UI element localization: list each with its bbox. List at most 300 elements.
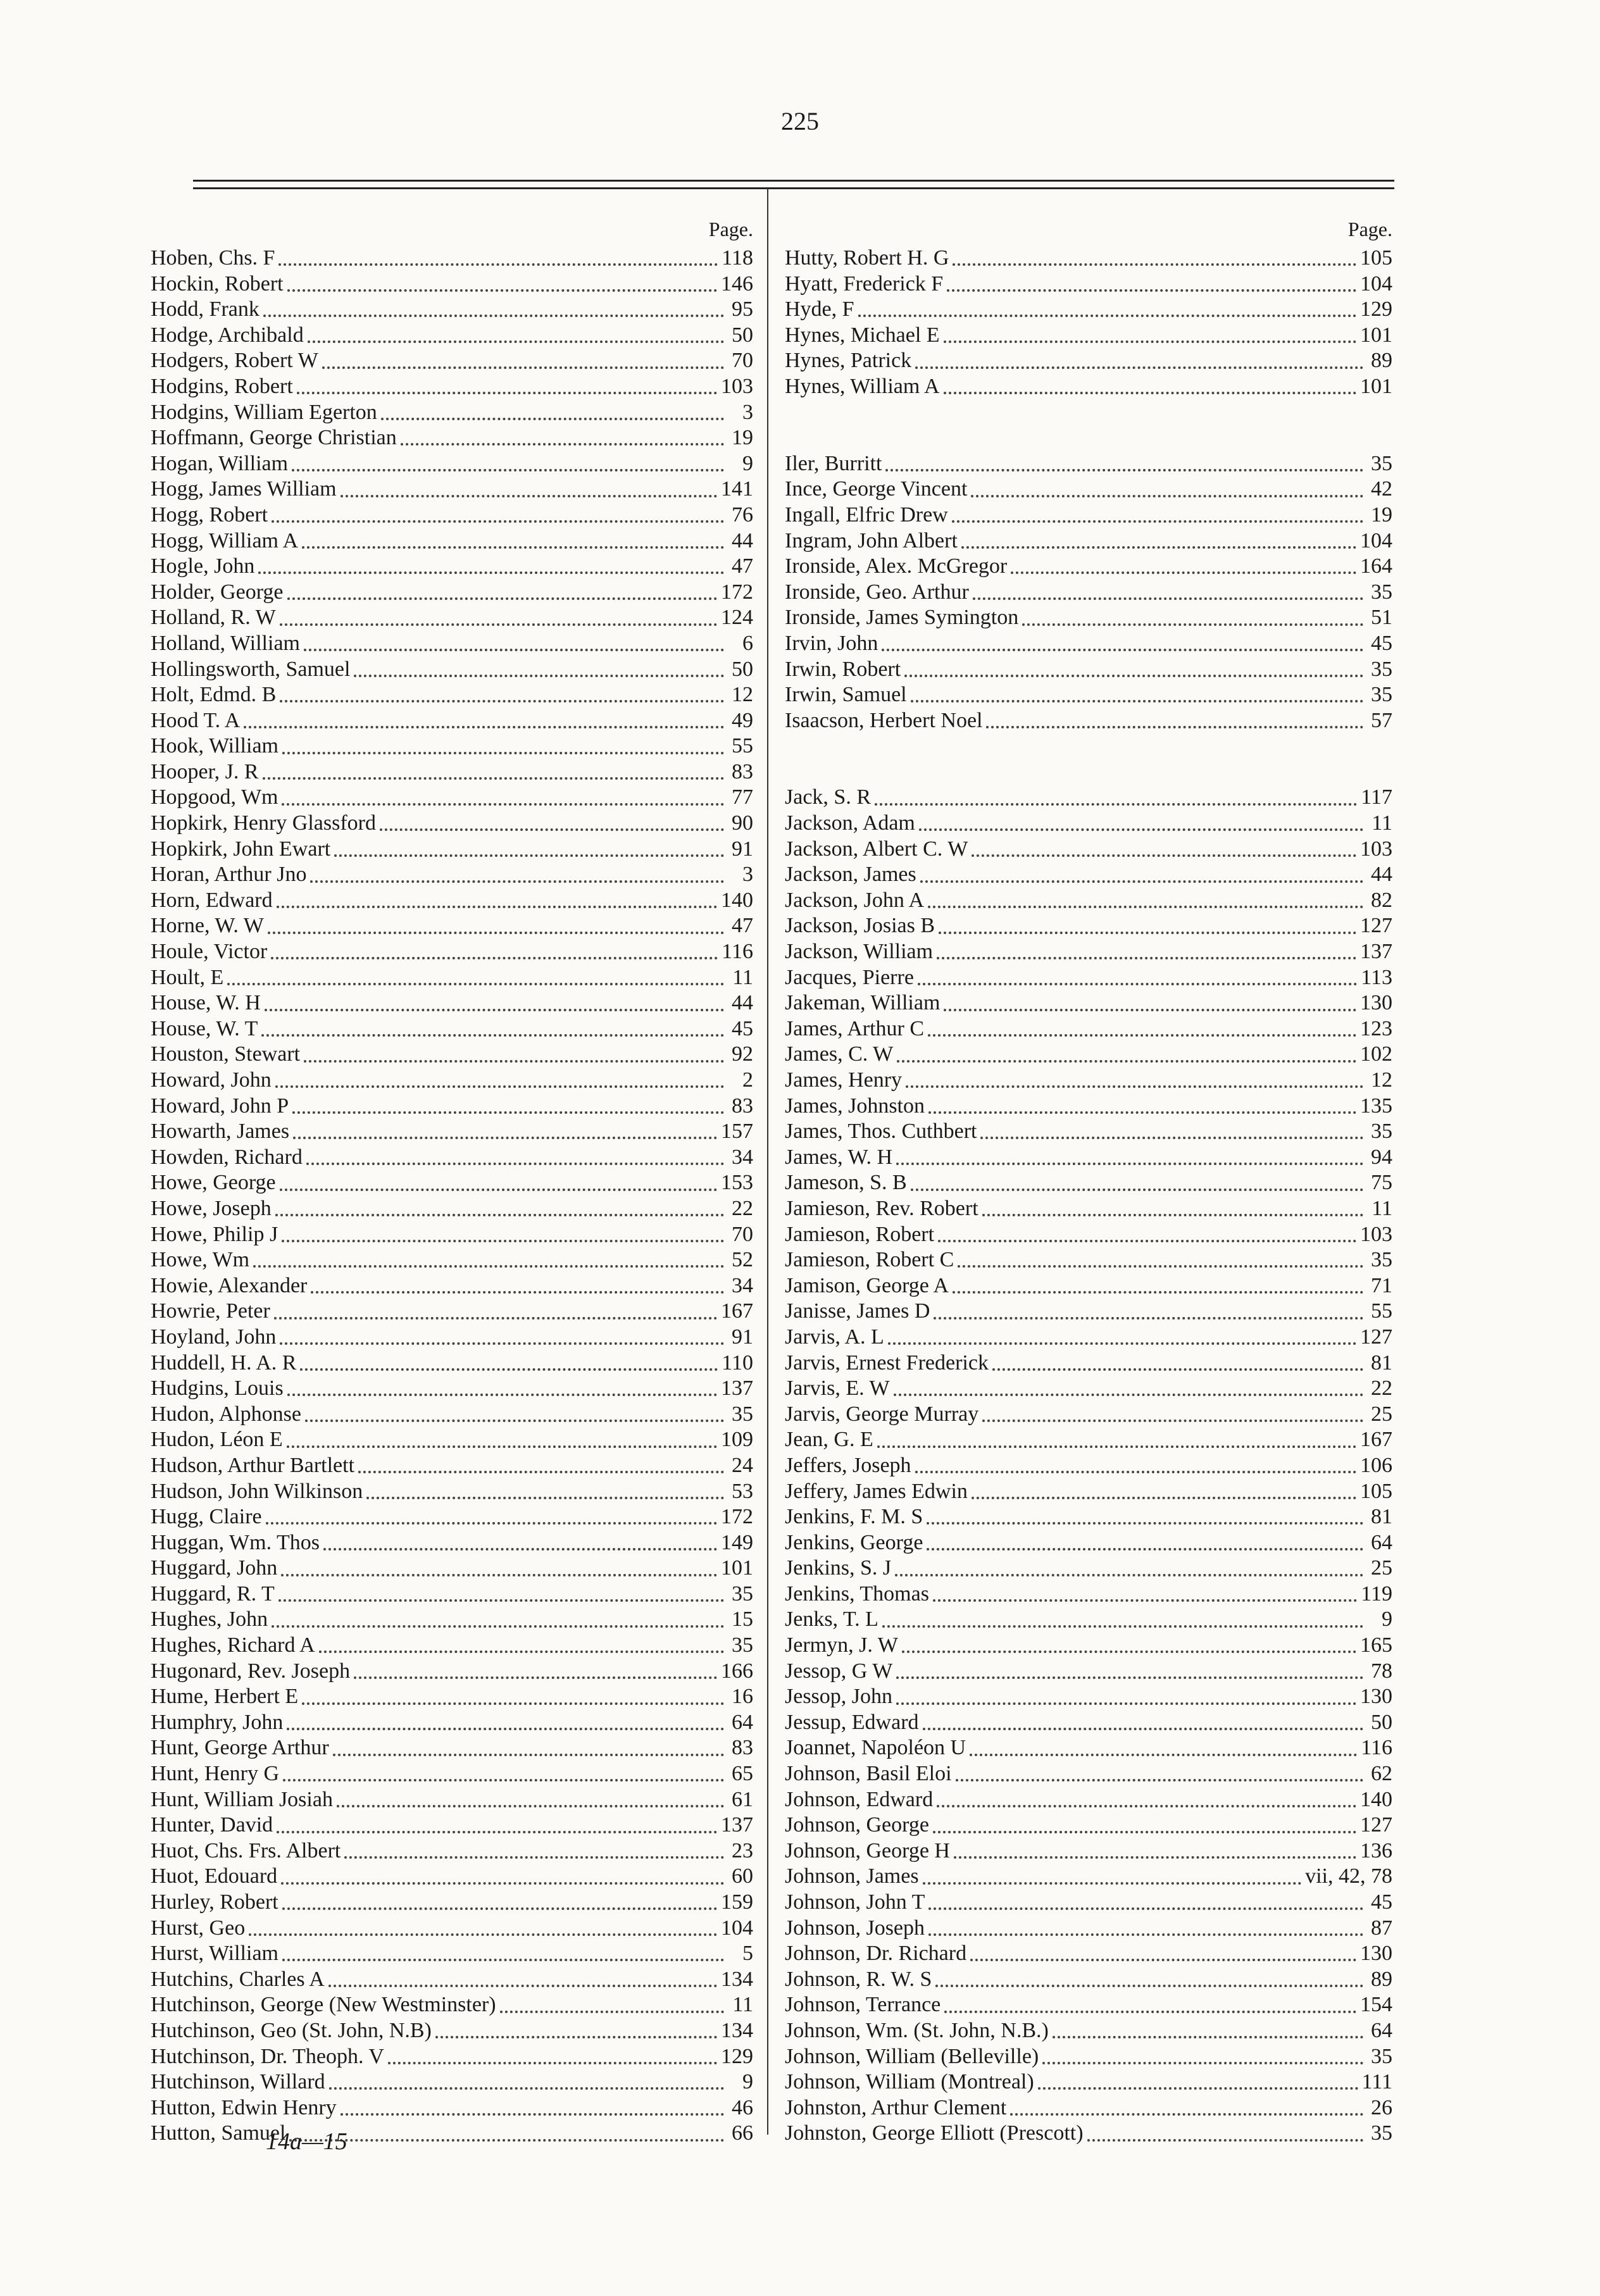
entry-name: Humphry, John (151, 1710, 284, 1734)
entry-page: 119 (1361, 1582, 1392, 1606)
entry-name: Irwin, Samuel (785, 683, 907, 707)
entry-page: 87 (1371, 1916, 1392, 1940)
entry-name: Howarth, James (151, 1120, 290, 1144)
entry-page: 11 (1372, 811, 1392, 835)
dot-leader (896, 1673, 1363, 1679)
dot-leader (305, 1416, 724, 1422)
index-entry (151, 1273, 753, 1299)
index-entry (785, 1838, 1392, 1864)
entry-name: Hynes, Michael E (785, 323, 940, 347)
entry-name: Johnston, George Elliott (Prescott) (785, 2121, 1084, 2145)
entry-name: Hudson, John Wilkinson (151, 1479, 363, 1503)
index-entry (785, 1273, 1392, 1299)
index-entry (785, 554, 1392, 580)
entry-page: 106 (1360, 1453, 1392, 1477)
index-entry (785, 2018, 1392, 2044)
entry-page: 137 (1360, 940, 1392, 964)
dot-leader (302, 542, 724, 549)
dot-leader (952, 516, 1363, 523)
entry-page: 9 (1382, 1607, 1392, 1632)
entry-name: Hyatt, Frederick F (785, 271, 944, 296)
index-entry (151, 1247, 753, 1273)
entry-page: 24 (732, 1453, 753, 1477)
index-entry (785, 1659, 1392, 1685)
dot-leader (310, 877, 724, 883)
entry-name: Hodgins, Robert (151, 374, 293, 398)
entry-page: 50 (732, 657, 753, 681)
dot-leader (956, 1775, 1363, 1781)
entry-name: Huggard, R. T (151, 1582, 275, 1606)
dot-leader (278, 259, 718, 266)
entry-page: 35 (1371, 451, 1392, 475)
entry-name: Johnson, R. W. S (785, 1967, 932, 1991)
dot-leader (934, 1313, 1363, 1320)
dot-leader (971, 491, 1363, 497)
entry-name: Hyde, F (785, 297, 854, 321)
entry-page: 11 (732, 965, 753, 989)
index-entry (785, 1967, 1392, 1993)
dot-leader (388, 2058, 717, 2064)
entry-name: Holder, George (151, 580, 284, 604)
entry-name: Jackson, John A (785, 888, 925, 912)
index-entry (151, 1376, 753, 1402)
entry-page: 22 (1371, 1376, 1392, 1401)
index-entry (785, 1916, 1392, 1942)
index-entry (785, 348, 1392, 374)
entry-name: Jarvis, Ernest Frederick (785, 1351, 989, 1375)
entry-page: 78 (1371, 1659, 1392, 1683)
entry-page: 154 (1360, 1993, 1392, 2017)
entry-name: Jenkins, F. M. S (785, 1505, 923, 1529)
index-entry (151, 1068, 753, 1094)
dot-leader (323, 1544, 717, 1550)
index-entry (785, 939, 1392, 965)
entry-page: 101 (721, 1556, 753, 1580)
entry-page: 118 (722, 246, 753, 270)
dot-leader (986, 722, 1363, 728)
entry-page: 16 (732, 1685, 753, 1709)
entry-page: 6 (742, 631, 753, 655)
entry-name: Hook, William (151, 734, 278, 758)
dot-leader (928, 1030, 1356, 1037)
dot-leader (275, 1082, 724, 1088)
dot-leader (297, 388, 717, 394)
entry-name: Hollingsworth, Samuel (151, 657, 351, 681)
entry-name: Howe, George (151, 1171, 276, 1195)
entry-name: Jean, G. E (785, 1428, 873, 1452)
dot-leader (970, 1750, 1357, 1756)
index-entry (151, 965, 753, 991)
entry-page: 130 (1360, 1685, 1392, 1709)
dot-leader (268, 928, 724, 934)
dot-leader (244, 722, 724, 728)
entry-name: Jamieson, Robert C (785, 1248, 954, 1272)
index-entry (151, 682, 753, 708)
index-entry (785, 297, 1392, 323)
index-entry (785, 580, 1392, 606)
index-entry (151, 1556, 753, 1582)
entry-name: Howard, John P (151, 1094, 289, 1118)
entry-name: Hunt, William Josiah (151, 1787, 333, 1811)
dot-leader (915, 1467, 1356, 1473)
index-entry (785, 605, 1392, 631)
dot-leader (970, 1955, 1356, 1961)
entry-name: Hopkirk, John Ewart (151, 837, 331, 861)
entry-name: Hockin, Robert (151, 271, 284, 296)
index-entry (151, 1607, 753, 1633)
entry-page: 89 (1371, 1967, 1392, 1991)
dot-leader (1042, 2058, 1363, 2064)
index-entry (785, 1016, 1392, 1042)
dot-leader (918, 979, 1357, 985)
entry-name: Jarvis, A. L (785, 1325, 884, 1349)
index-entry (151, 1351, 753, 1376)
entry-name: Johnson, John T (785, 1890, 925, 1914)
entry-page: 19 (732, 426, 753, 450)
entry-name: Jessup, Edward (785, 1710, 919, 1734)
dot-leader (306, 1159, 724, 1165)
entry-page: 35 (1371, 683, 1392, 707)
dot-leader (277, 902, 717, 908)
index-entry (785, 1042, 1392, 1068)
dot-leader (500, 2007, 724, 2013)
dot-leader (1011, 568, 1356, 574)
entry-page: 52 (732, 1248, 753, 1272)
dot-leader (894, 1390, 1363, 1396)
entry-name: Jessop, John (785, 1685, 893, 1709)
entry-page: 172 (721, 1505, 753, 1529)
index-entry (785, 1633, 1392, 1659)
dot-leader (308, 337, 724, 343)
entry-page: 167 (1360, 1428, 1392, 1452)
index-entry (785, 811, 1392, 837)
entry-page: 35 (732, 1582, 753, 1606)
entry-name: Johnson, George (785, 1813, 929, 1837)
dot-leader (311, 1287, 724, 1294)
entry-page: 127 (1360, 1813, 1392, 1837)
index-entry (151, 528, 753, 554)
entry-page: 55 (1371, 1299, 1392, 1323)
entry-page: 149 (721, 1530, 753, 1554)
entry-name: Jameson, S. B (785, 1171, 907, 1195)
dot-leader (954, 1852, 1356, 1859)
index-entry (785, 1453, 1392, 1479)
entry-page: 25 (1371, 1556, 1392, 1580)
entry-name: Howard, John (151, 1068, 272, 1092)
entry-page: 137 (721, 1376, 753, 1401)
index-entry (785, 1504, 1392, 1530)
dot-leader (328, 1981, 717, 1987)
entry-name: Jermyn, J. W (785, 1633, 898, 1657)
entry-page: 164 (1360, 554, 1392, 578)
index-entry (785, 1222, 1392, 1248)
entry-name: Jenks, T. L (785, 1607, 878, 1632)
dot-leader (277, 1827, 717, 1833)
entry-name: Jakeman, William (785, 991, 941, 1015)
dot-leader (928, 1107, 1356, 1114)
entry-name: Ironside, Geo. Arthur (785, 580, 969, 604)
entry-page: 46 (732, 2095, 753, 2119)
entry-page: 104 (1360, 271, 1392, 296)
entry-page: 15 (732, 1607, 753, 1632)
entry-page: 109 (721, 1428, 753, 1452)
dot-leader (980, 1133, 1363, 1139)
index-entry (151, 1119, 753, 1145)
index-entry (785, 785, 1392, 811)
index-entry (151, 1812, 753, 1838)
index-entry (151, 990, 753, 1016)
entry-name: Hudon, Léon E (151, 1428, 283, 1452)
index-entry (151, 1684, 753, 1710)
entry-page: 35 (1371, 657, 1392, 681)
dot-leader (253, 1261, 724, 1268)
index-entry (151, 631, 753, 657)
entry-page: 124 (721, 606, 753, 630)
dot-leader (902, 1647, 1356, 1653)
entry-name: Johnson, James (785, 1864, 919, 1888)
dot-leader (944, 388, 1357, 394)
dot-leader (287, 1724, 724, 1730)
entry-page: 50 (1371, 1710, 1392, 1734)
entry-name: Hynes, Patrick (785, 349, 912, 373)
entry-page: 34 (732, 1145, 753, 1169)
entry-name: Johnson, William (Belleville) (785, 2044, 1039, 2068)
entry-name: Hogan, William (151, 451, 289, 475)
entry-page: 70 (732, 349, 753, 373)
index-entry (151, 862, 753, 888)
index-entry (785, 1479, 1392, 1505)
dot-leader (341, 2109, 724, 2116)
dot-leader (911, 1185, 1363, 1191)
entry-name: Hopgood, Wm (151, 785, 278, 809)
entry-name: Jackson, Albert C. W (785, 837, 968, 861)
entry-page: 153 (721, 1171, 753, 1195)
entry-page: 35 (732, 1633, 753, 1657)
index-entry (151, 939, 753, 965)
dot-leader (401, 439, 724, 446)
index-entry (785, 1607, 1392, 1633)
entry-name: Hutchinson, George (New Westminster) (151, 1993, 496, 2017)
entry-name: Hodgins, William Egerton (151, 400, 377, 424)
dot-leader (897, 1056, 1356, 1063)
dot-leader (258, 568, 724, 574)
dot-leader (281, 1570, 717, 1576)
index-entry (785, 1864, 1392, 1890)
entry-page: 127 (1360, 914, 1392, 938)
entry-name: Holland, William (151, 631, 300, 655)
dot-leader (292, 1107, 724, 1114)
entry-page: 146 (721, 271, 753, 296)
dot-leader (280, 696, 724, 702)
entry-name: James, Henry (785, 1068, 903, 1092)
section-gap (785, 425, 1392, 451)
dot-leader (937, 953, 1356, 959)
entry-page: 25 (1371, 1402, 1392, 1426)
index-entry (151, 1864, 753, 1890)
entry-page: 134 (721, 1967, 753, 1991)
dot-leader (877, 1442, 1356, 1448)
index-entry (785, 2121, 1392, 2147)
entry-name: Howe, Joseph (151, 1196, 272, 1220)
dot-leader (275, 1210, 724, 1216)
dot-leader (380, 825, 724, 831)
index-entry (785, 1196, 1392, 1222)
right-column (785, 213, 1392, 2147)
dot-leader (944, 1005, 1356, 1011)
entry-page: 140 (1360, 1787, 1392, 1811)
entry-name: Iler, Burritt (785, 451, 882, 475)
index-entry (151, 580, 753, 606)
entry-page: 50 (732, 323, 753, 347)
index-entry (151, 1787, 753, 1813)
entry-page: 166 (721, 1659, 753, 1683)
entry-page: 65 (732, 1762, 753, 1786)
entry-name: Johnson, Edward (785, 1787, 934, 1811)
entry-name: Howe, Philip J (151, 1222, 278, 1246)
dot-leader (249, 1930, 717, 1936)
index-entry (785, 631, 1392, 657)
entry-name: Huot, Edouard (151, 1864, 278, 1888)
index-entry (151, 913, 753, 939)
entry-name: Huddell, H. A. R (151, 1351, 297, 1375)
entry-name: Houston, Stewart (151, 1042, 301, 1066)
dot-leader (915, 363, 1363, 369)
index-entry (151, 1633, 753, 1659)
dot-leader (933, 1827, 1356, 1833)
index-entry (151, 425, 753, 451)
column-header: Page. (708, 218, 753, 240)
entry-page: 157 (721, 1120, 753, 1144)
entry-name: Hoult, E (151, 965, 224, 989)
dot-leader (1010, 2109, 1363, 2116)
entry-name: Joannet, Napoléon U (785, 1736, 966, 1760)
entry-name: Hoffmann, George Christian (151, 426, 397, 450)
entry-page: 105 (1360, 246, 1392, 270)
entry-page: 77 (732, 785, 753, 809)
entry-page: 81 (1371, 1505, 1392, 1529)
index-entry (785, 502, 1392, 528)
index-entry (151, 1735, 753, 1761)
dot-leader (982, 1416, 1363, 1422)
dot-leader (928, 1904, 1363, 1910)
index-entry (151, 1196, 753, 1222)
entry-page: 49 (732, 708, 753, 732)
entry-name: Holt, Edmd. B (151, 683, 277, 707)
entry-page: vii, 42, 78 (1305, 1864, 1392, 1888)
entry-name: Hopkirk, Henry Glassford (151, 811, 376, 835)
index-entry (151, 1504, 753, 1530)
dot-leader (928, 1930, 1363, 1936)
entry-name: Howden, Richard (151, 1145, 303, 1169)
entry-page: 61 (732, 1787, 753, 1811)
index-entry (151, 502, 753, 528)
dot-leader (266, 1518, 717, 1525)
index-entry (785, 1530, 1392, 1556)
entry-page: 159 (721, 1890, 753, 1914)
header-rule-top (193, 180, 1394, 182)
entry-name: Janisse, James D (785, 1299, 930, 1323)
index-entry (151, 708, 753, 734)
entry-name: Jackson, Josias B (785, 914, 935, 938)
index-entry (151, 888, 753, 914)
entry-page: 91 (732, 837, 753, 861)
entry-name: James, Johnston (785, 1094, 925, 1118)
entry-page: 104 (1360, 528, 1392, 552)
section-gap (785, 759, 1392, 785)
entry-page: 60 (732, 1864, 753, 1888)
dot-leader (972, 851, 1356, 857)
dot-leader (281, 1878, 724, 1885)
index-entry (151, 1145, 753, 1171)
dot-leader (293, 1133, 717, 1139)
entry-page: 44 (732, 528, 753, 552)
entry-name: Hoben, Chs. F (151, 246, 275, 270)
entry-name: Horne, W. W (151, 914, 264, 938)
entry-page: 64 (732, 1710, 753, 1734)
entry-page: 2 (742, 1068, 753, 1092)
entry-name: Johnson, Wm. (St. John, N.B.) (785, 2018, 1049, 2042)
index-entry (151, 2095, 753, 2121)
entry-name: Jeffers, Joseph (785, 1453, 911, 1477)
index-entry (151, 837, 753, 863)
entry-page: 130 (1360, 991, 1392, 1015)
index-entry (151, 400, 753, 426)
entry-page: 102 (1360, 1042, 1392, 1066)
entry-page: 75 (1371, 1171, 1392, 1195)
dot-leader (895, 1570, 1363, 1576)
dot-leader (227, 979, 724, 985)
index-entry (151, 1916, 753, 1942)
dot-leader (953, 259, 1356, 266)
entry-name: Horan, Arthur Jno (151, 863, 307, 887)
entry-name: Howrie, Peter (151, 1299, 270, 1323)
entry-name: Hutchins, Charles A (151, 1967, 325, 1991)
index-entry (785, 271, 1392, 297)
index-entry (785, 1735, 1392, 1761)
entry-name: Hogle, John (151, 554, 255, 578)
entry-page: 53 (732, 1479, 753, 1503)
entry-page: 55 (732, 734, 753, 758)
entry-name: Hynes, William A (785, 374, 940, 398)
dot-leader (972, 1493, 1356, 1499)
entry-page: 11 (1372, 1196, 1392, 1220)
index-entry (151, 1170, 753, 1196)
entry-page: 129 (721, 2044, 753, 2068)
index-entry (151, 2121, 753, 2147)
dot-leader (289, 2135, 724, 2142)
index-entry (151, 1402, 753, 1428)
entry-name: Johnson, Dr. Richard (785, 1942, 967, 1966)
dot-leader (282, 799, 724, 806)
index-entry (151, 297, 753, 323)
entry-page: 9 (742, 2070, 753, 2094)
entry-page: 51 (1371, 606, 1392, 630)
index-entry (151, 759, 753, 785)
index-entry (785, 1299, 1392, 1325)
index-entry (151, 477, 753, 502)
dot-leader (278, 1595, 724, 1602)
left-column (151, 213, 753, 2147)
entry-name: Hudson, Arthur Bartlett (151, 1453, 355, 1477)
entry-name: Hutton, Edwin Henry (151, 2095, 337, 2119)
index-entry (785, 1094, 1392, 1120)
dot-leader (935, 1981, 1363, 1987)
entry-page: 110 (722, 1351, 753, 1375)
entry-name: Howie, Alexander (151, 1273, 308, 1297)
entry-page: 34 (732, 1273, 753, 1297)
dot-leader (1053, 2032, 1363, 2038)
entry-name: Hodge, Archibald (151, 323, 304, 347)
